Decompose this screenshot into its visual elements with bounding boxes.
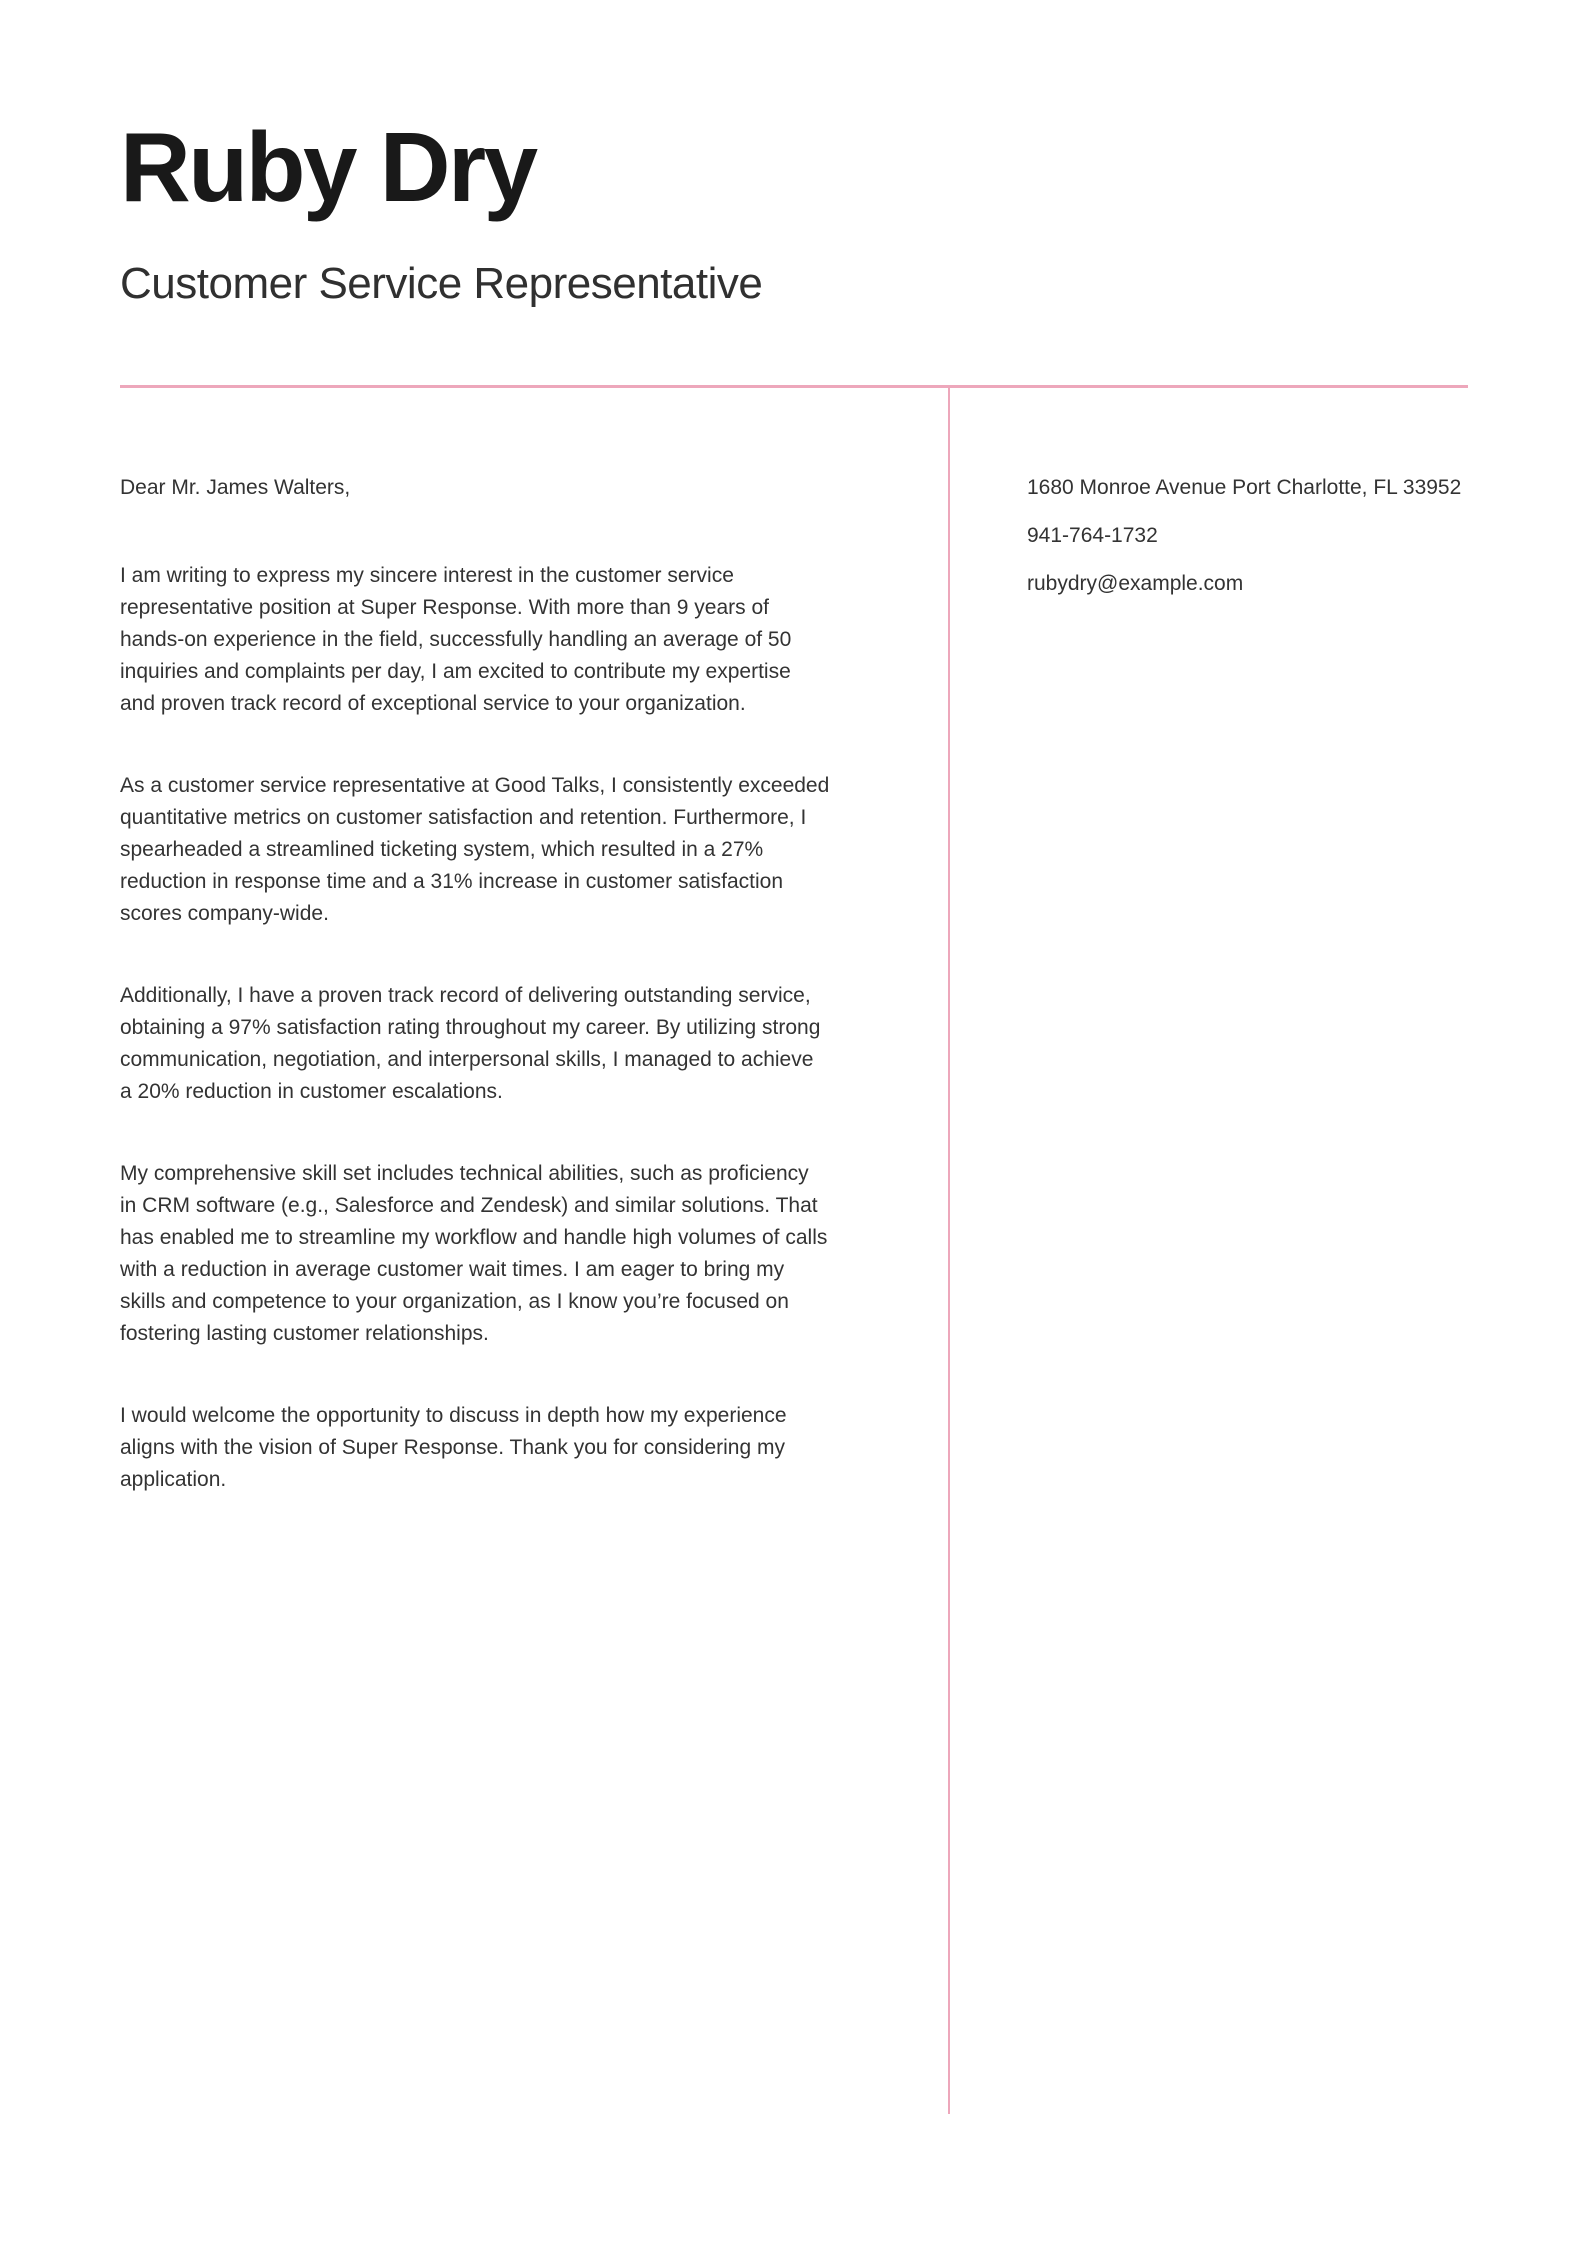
contact-address: 1680 Monroe Avenue Port Charlotte, FL 33952: [1027, 475, 1462, 499]
letter-paragraph: As a customer service representative at Good Talks, I consistently exceeded quantitative metrics on customer satisfaction and retention. Furthermore, I spearheaded a streamlined ticketing system, which resulted in a 27% reduction in response time and a 31% increase in customer satisfaction scores company-wide.: [120, 773, 830, 925]
letter-paragraph: My comprehensive skill set includes technical abilities, such as proficiency in CRM software (e.g., Salesforce and Zendesk) and similar solutions. That has enabled me to streamline my workflow and handle high volumes of calls with a reduction in average customer wait times. I am eager to bring my skills and competence to your organization, as I know you’re focused on fostering lasting customer relationships.: [120, 1161, 828, 1345]
letter-paragraph: I am writing to express my sincere interest in the customer service representative position at Super Response. With more than 9 years of hands-on experience in the field, successfully handling an average of 50 inquiries and complaints per day, I am excited to contribute my expertise and proven track record of exceptional service to your organization.: [120, 563, 792, 715]
job-title: Customer Service Representative: [120, 259, 763, 308]
letter-paragraph: Additionally, I have a proven track record of delivering outstanding service, obtaining a 97% satisfaction rating throughout my career. By utilizing strong communication, negotiation, and interpersonal skills, I managed to achieve a 20% reduction in customer escalations.: [120, 983, 821, 1103]
candidate-name: Ruby Dry: [120, 112, 536, 222]
letter-body: [120, 388, 948, 2114]
column-divider: [948, 388, 950, 2114]
page-header: [120, 0, 1468, 311]
contact-phone: 941-764-1732: [1027, 523, 1158, 547]
letter-paragraph: I would welcome the opportunity to discuss in depth how my experience aligns with the vision of Super Response. Thank you for considering my application.: [120, 1403, 787, 1491]
contact-sidebar: [948, 388, 1468, 2114]
contact-email: rubydry@example.com: [1027, 571, 1244, 595]
salutation: Dear Mr. James Walters,: [120, 475, 351, 499]
content-columns: [120, 388, 1468, 2114]
